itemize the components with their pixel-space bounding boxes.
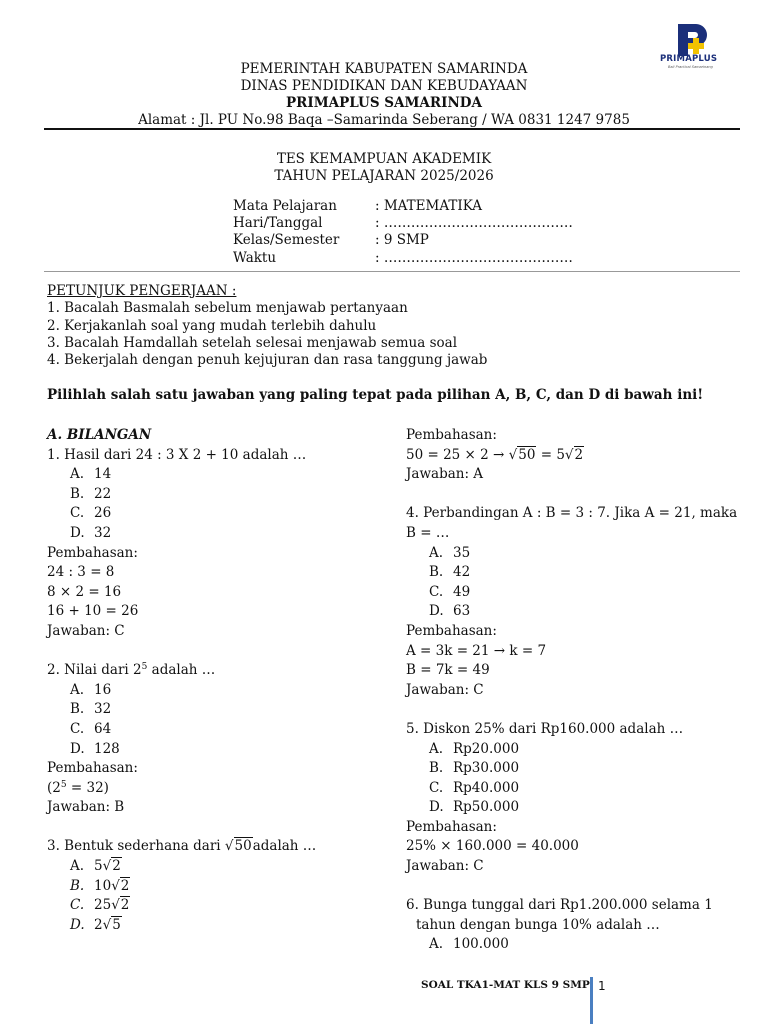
instruction-item: 4. Bekerjalah dengan penuh kejujuran dan rasa tanggung jawab [47,352,488,369]
header-address: Alamat : Jl. PU No.98 Baqa –Samarinda Seberang / WA 0831 1247 9785 [138,112,630,128]
logo-text: PRIMAPLUS [660,54,718,64]
field-label: Waktu [233,249,277,266]
exam-field-row [233,198,573,215]
discussion-step: 50 = 25 × 2 → √50 = 5√2 [406,446,584,463]
exam-title: TES KEMAMPUAN AKADEMIK [276,151,492,167]
exam-year: TAHUN PELAJARAN 2025/2026 [274,168,494,184]
field-label: Hari/Tanggal [233,215,323,232]
discussion-step: A = 3k = 21 → k = 7 [406,642,547,659]
option: A. 35 [429,544,471,561]
discussion-step: 8 × 2 = 16 [47,583,122,600]
discussion-label: Pembahasan: [406,622,497,639]
question-5: 5. Diskon 25% dari Rp160.000 adalah … [406,720,684,737]
option: B. Rp30.000 [429,760,520,777]
info-rule [44,271,740,272]
option: A. Rp20.000 [429,740,520,757]
option: B. 42 [429,564,471,581]
option: A. 100.000 [429,936,509,953]
option: C. 25√2 [70,897,130,914]
exam-field-row [233,250,573,267]
left-column [47,426,316,935]
exam-field-row [233,232,573,249]
footer-label: SOAL TKA1-MAT KLS 9 SMP [421,979,590,991]
question-3: 3. Bentuk sederhana dari √50adalah … [47,838,317,855]
option: B. 32 [70,701,112,718]
answer: Jawaban: C [406,858,484,875]
discussion-step: 16 + 10 = 26 [47,603,139,620]
logo-tagline: Bali Practical Samarinang [668,65,713,69]
field-value: : 9 SMP [375,232,429,249]
option: D. 128 [70,740,120,757]
field-value: : …………………………………… [375,215,573,232]
exam-info [233,198,573,267]
option: D. Rp50.000 [429,799,520,816]
answer: Jawaban: C [406,681,484,698]
header-rule [44,128,740,130]
exam-field-row [233,215,573,232]
option: D. 2√5 [70,916,121,933]
header-line-1: PEMERINTAH KABUPATEN SAMARINDA [240,61,528,77]
question-6-cont: tahun dengan bunga 10% adalah … [416,916,660,933]
option: C. 64 [70,720,112,737]
answer: Jawaban: C [47,622,125,639]
discussion-step: $(2^5 = 32)$ [47,779,109,796]
instruction-item: 3. Bacalah Hamdallah setelah selesai menjawab semua soal [47,334,458,351]
answer: Jawaban: A [406,466,484,483]
header-line-3: PRIMAPLUS SAMARINDA [286,95,482,111]
instructions [47,283,487,369]
discussion-label: Pembahasan: [406,427,497,443]
discussion-step: B = 7k = 49 [406,662,490,679]
field-label: Kelas/Semester [233,232,340,249]
option: C. 26 [70,505,112,522]
field-value: : MATEMATIKA [375,198,482,214]
question-1: 1. Hasil dari 24 : 3 X 2 + 10 adalah … [47,446,307,463]
page-number: 1 [598,979,606,993]
option: A. 16 [70,681,112,698]
discussion-label: Pembahasan: [47,760,138,777]
option: B. 10√2 [70,877,130,894]
option: A. 5√2 [70,858,121,875]
header-line-2: DINAS PENDIDIKAN DAN KEBUDAYAAN [240,78,528,94]
field-value: : …………………………………… [375,249,573,266]
discussion-step: 25% × 160.000 = 40.000 [406,838,579,855]
instruction-item: 1. Bacalah Basmalah sebelum menjawab pertanyaan [47,300,408,317]
field-label: Mata Pelajaran [233,198,337,214]
option: C. Rp40.000 [429,779,520,796]
option: B. 22 [70,485,112,502]
question-4: 4. Perbandingan A : B = 3 : 7. Jika A = 21, maka [406,505,738,522]
discussion-label: Pembahasan: [406,818,497,835]
question-2: 2. Nilai dari $2^5$ adalah … [47,662,216,679]
option: A. 14 [70,466,112,483]
instructions-title: PETUNJUK PENGERJAAN : [47,283,237,299]
discussion-label: Pembahasan: [47,544,138,561]
question-6: 6. Bunga tunggal dari Rp1.200.000 selama 1 [406,897,713,914]
option: D. 32 [70,524,112,541]
section-title: A. BILANGAN [47,427,152,443]
option: D. 63 [429,603,471,620]
instruction-item: 2. Kerjakanlah soal yang mudah terlebih dahulu [47,317,377,334]
right-column [406,426,737,955]
option: C. 49 [429,583,471,600]
instructions-directive: Pilihlah salah satu jawaban yang paling tepat pada pilihan A, B, C, dan D di bawah ini! [47,387,704,403]
discussion-step: 24 : 3 = 8 [47,564,115,581]
answer: Jawaban: B [47,799,125,816]
footer-divider [590,977,593,1024]
question-4-cont: B = … [406,524,450,541]
